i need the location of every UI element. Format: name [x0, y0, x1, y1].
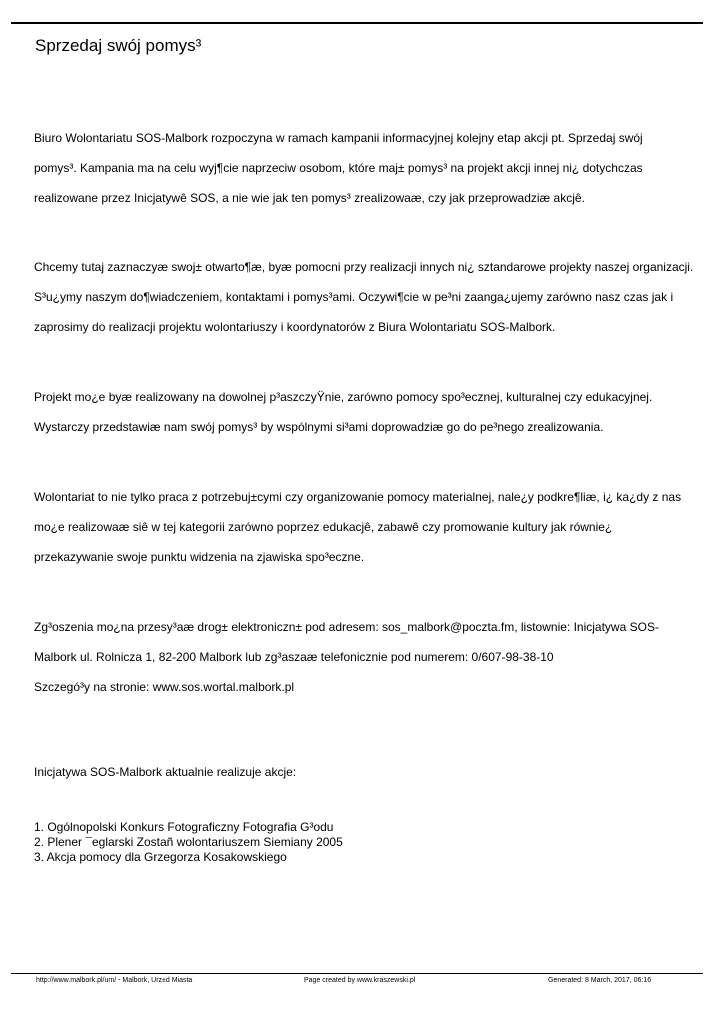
- text-line: zaprosimy do realizacji projektu wolontariuszy i koordynatorów z Biura Wolontariatu SOS-Malbork.: [34, 320, 556, 334]
- text-line: przekazywanie swoje punktu widzenia na zjawiska spo³eczne.: [34, 550, 365, 564]
- text-line: Projekt mo¿e byæ realizowany na dowolnej p³aszczyŸnie, zarówno pomocy spo³ecznej, kulturalnej czy edukacyjnej.: [34, 390, 653, 404]
- list-item: 3. Akcja pomocy dla Grzegorza Kosakowskiego: [34, 850, 287, 864]
- text-line: Biuro Wolontariatu SOS-Malbork rozpoczyna w ramach kampanii informacyjnej kolejny etap akcji pt. Sprzedaj swój: [34, 131, 643, 145]
- paragraph-actions-intro: [34, 750, 709, 795]
- list-item: 1. Ogólnopolski Konkurs Fotograficzny Fotografia G³odu: [34, 820, 334, 834]
- article-body: [34, 116, 709, 865]
- text-line: mo¿e realizowaæ siê w tej kategorii zarówno poprzez edukacjê, zabawê czy promowanie kultury jak równie¿: [34, 520, 613, 534]
- bottom-divider: [11, 973, 703, 974]
- list-item: 2. Plener ¯eglarski Zostañ wolontariuszem Siemiany 2005: [34, 835, 343, 849]
- text-line: Malbork ul. Rolnicza 1, 82-200 Malbork lub zg³aszaæ telefonicznie pod numerem: 0/607-98-38-10: [34, 650, 554, 664]
- text-line: Zg³oszenia mo¿na przesy³aæ drog± elektroniczn± pod adresem: sos_malbork@poczta.fm, listownie: Inicjatywa SOS-: [34, 620, 659, 634]
- text-line: pomys³. Kampania ma na celu wyj¶cie naprzeciw osobom, które maj± pomys³ na projekt akcji innej ni¿ dotychczas: [34, 161, 643, 175]
- text-line: Wystarczy przedstawiæ nam swój pomys³ by wspólnymi si³ami doprowadziæ go do pe³nego zrealizowania.: [34, 420, 604, 434]
- actions-list: [34, 820, 709, 865]
- footer-credit: Page created by www.kraszewski.pl: [304, 977, 416, 984]
- paragraph-scope: [34, 375, 709, 450]
- text-line: S³u¿ymy naszym do¶wiadczeniem, kontaktami i pomys³ami. Oczywi¶cie w pe³ni zaanga¿ujemy zarówno nasz czas jak i: [34, 290, 674, 304]
- text-line: realizowane przez Inicjatywê SOS, a nie wie jak ten pomys³ zrealizowaæ, czy jak przeprowadziæ akcjê.: [34, 191, 585, 205]
- paragraph-contact: [34, 605, 709, 710]
- paragraph-volunteering: [34, 475, 709, 580]
- footer-generated: Generated: 8 March, 2017, 06:16: [548, 977, 652, 984]
- text-line: Inicjatywa SOS-Malbork aktualnie realizuje akcje:: [34, 765, 297, 779]
- text-line: Szczegó³y na stronie: www.sos.wortal.malbork.pl: [34, 680, 295, 694]
- footer-source: http://www.malbork.pl/um/ - Malbork, Urz±d Miasta: [36, 977, 193, 984]
- text-line: Wolontariat to nie tylko praca z potrzebuj±cymi czy organizowanie pomocy materialnej, nale¿y podkre¶liæ, i¿ ka¿dy z nas: [34, 490, 682, 504]
- top-divider: [11, 22, 703, 24]
- paragraph-openness: [34, 245, 709, 350]
- page-title: Sprzedaj swój pomys³: [35, 36, 202, 55]
- paragraph-intro: [34, 116, 709, 221]
- text-line: Chcemy tutaj zaznaczyæ swoj± otwarto¶æ, byæ pomocni przy realizacji innych ni¿ sztandarowe projekty naszej organizacji.: [34, 260, 694, 274]
